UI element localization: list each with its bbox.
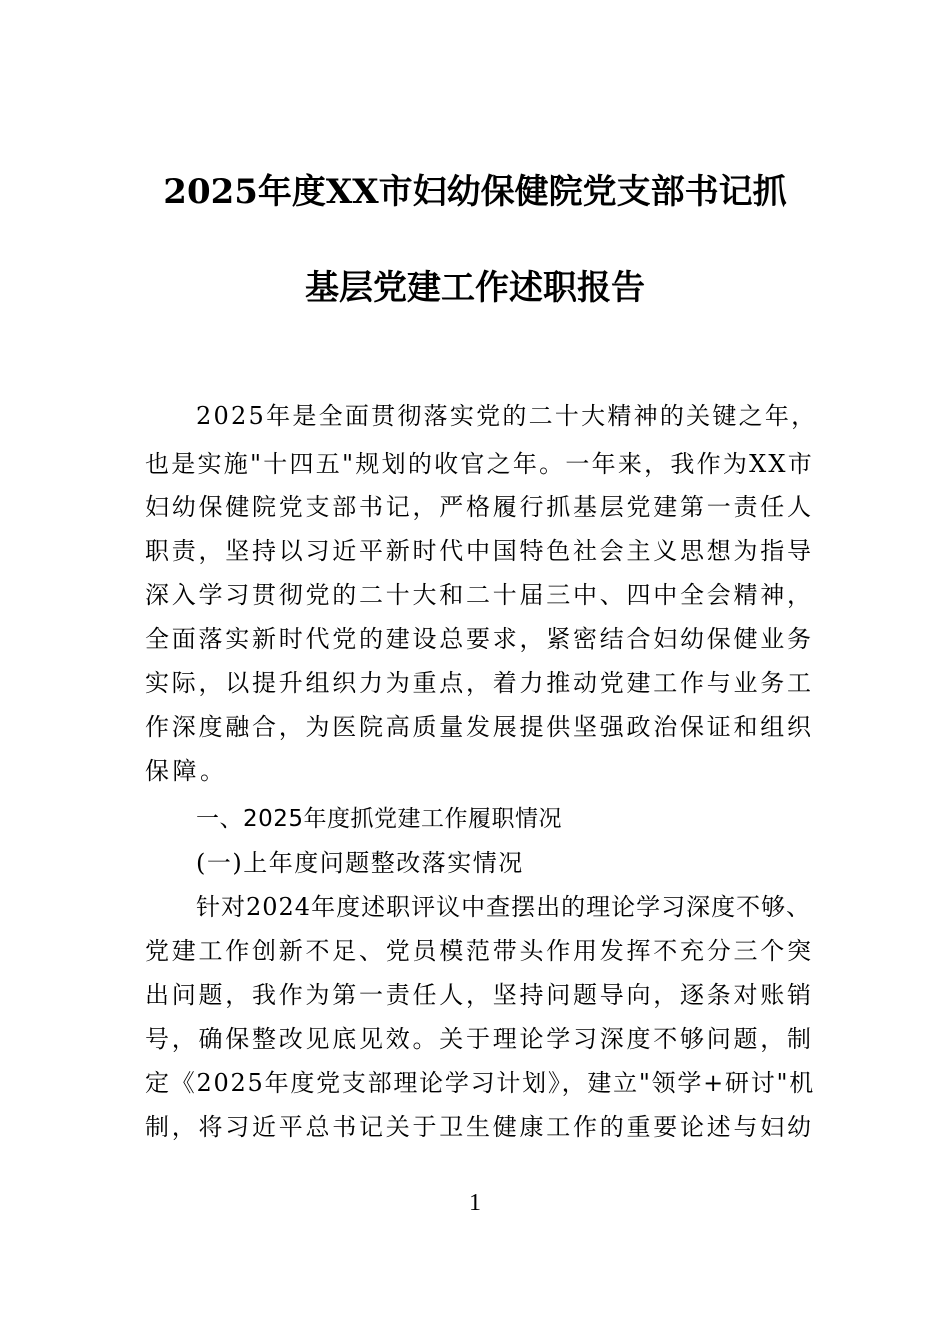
body-text-line: 实际，以提升组织力为重点，着力推动党建工作与业务工 <box>145 669 814 697</box>
body-text-line: 职责，坚持以习近平新时代中国特色社会主义思想为指导 <box>145 537 814 565</box>
body-text-line: 制，将习近平总书记关于卫生健康工作的重要论述与妇幼 <box>145 1113 814 1141</box>
page-number: 1 <box>469 1190 481 1216</box>
body-text-line: 针对2024年度述职评议中查摆出的理论学习深度不够、 <box>196 893 812 921</box>
body-text-line: 也是实施"十四五"规划的收官之年。一年来，我作为XX市 <box>145 450 814 478</box>
body-text-line: 全面落实新时代党的建设总要求，紧密结合妇幼保健业务 <box>145 625 814 653</box>
body-text-line: 作深度融合，为医院高质量发展提供坚强政治保证和组织 <box>145 713 814 741</box>
subsection-heading: (一)上年度问题整改落实情况 <box>196 849 524 877</box>
body-text-line: 深入学习贯彻党的二十大和二十届三中、四中全会精神， <box>145 581 814 609</box>
body-text-line: 出问题，我作为第一责任人，坚持问题导向，逐条对账销 <box>145 981 814 1009</box>
body-text-line: 2025年是全面贯彻落实党的二十大精神的关键之年， <box>196 402 818 430</box>
section-heading: 一、2025年度抓党建工作履职情况 <box>196 806 563 832</box>
body-text-line: 号，确保整改见底见效。关于理论学习深度不够问题，制 <box>145 1025 814 1053</box>
body-text-line: 妇幼保健院党支部书记，严格履行抓基层党建第一责任人 <box>145 493 814 521</box>
body-text-line: 党建工作创新不足、党员模范带头作用发挥不充分三个突 <box>145 937 814 965</box>
document-title-line-1: 2025年度XX市妇幼保健院党支部书记抓 <box>163 172 787 212</box>
body-text-line: 保障。 <box>145 757 228 785</box>
document-title-line-2: 基层党建工作述职报告 <box>305 268 645 308</box>
body-text-line: 定《2025年度党支部理论学习计划》，建立"领学+研讨"机 <box>145 1069 816 1097</box>
